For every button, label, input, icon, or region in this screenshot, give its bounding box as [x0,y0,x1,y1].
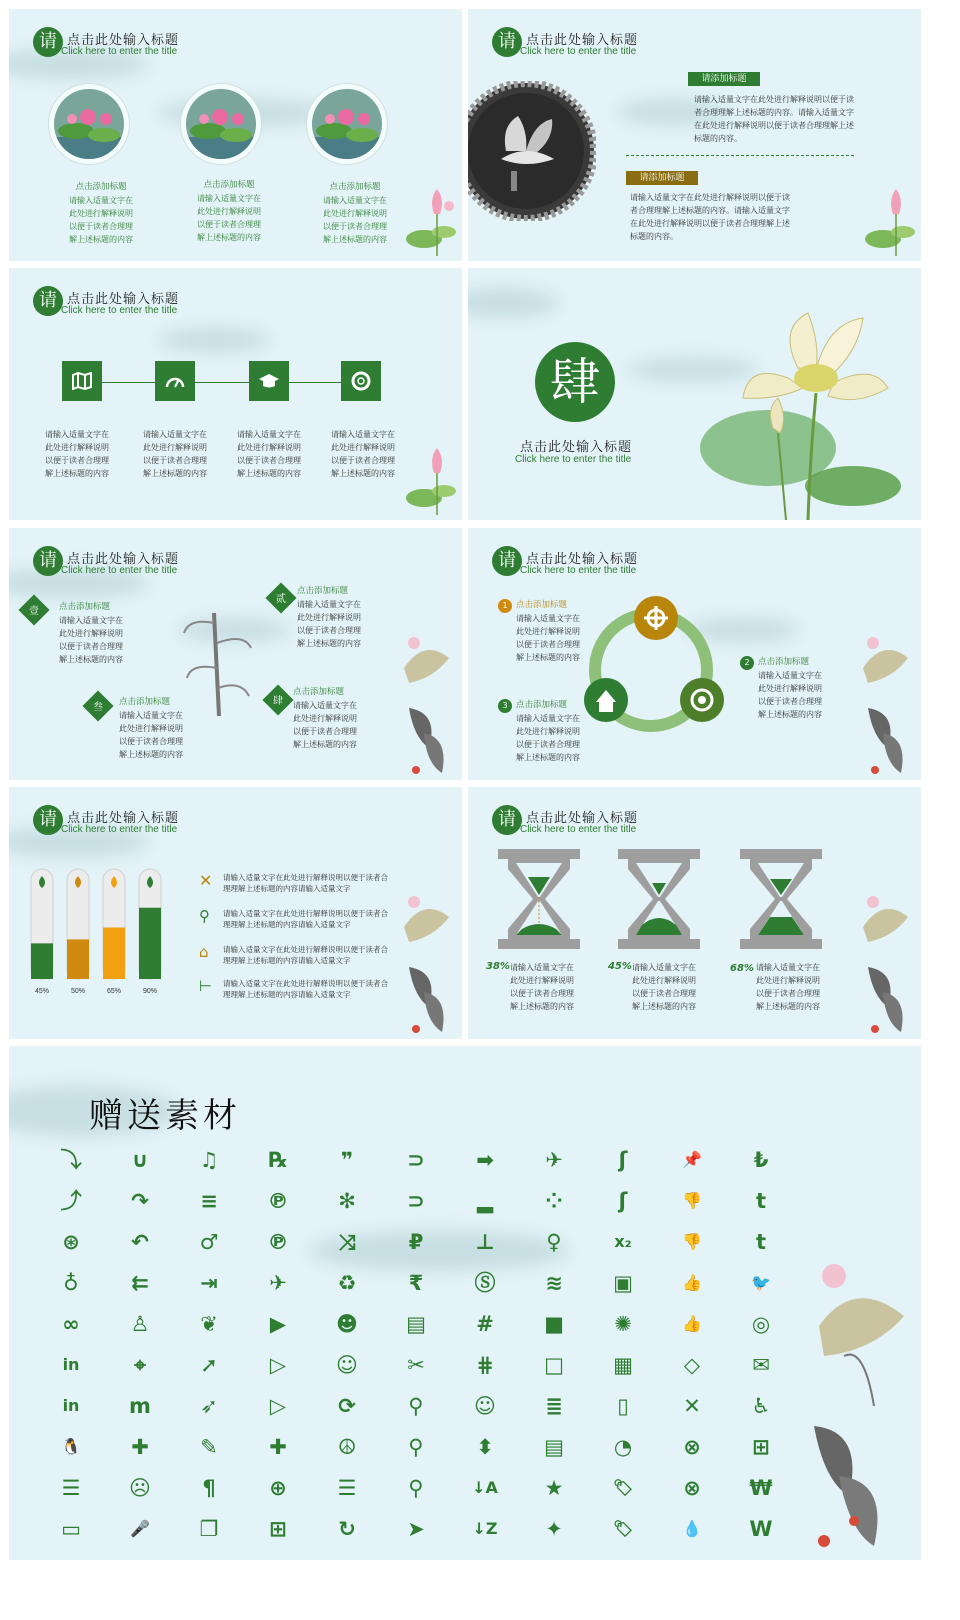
gift-icon[interactable]: ℞ [268,1147,288,1172]
gift-icon[interactable]: Ⓢ [474,1270,496,1295]
diamond-label: 叁 [93,702,103,713]
gift-icon[interactable]: ✈ [269,1270,287,1295]
gift-icon[interactable]: in [62,1396,80,1415]
gift-icon[interactable]: ⊃ [407,1188,425,1213]
point-text[interactable]: 点击添加标题 请输入适量文字在 此处进行解释说明 以便于读者合理理 解上述标题的内容 [119,697,183,759]
gift-icon[interactable]: ⊃ [407,1147,425,1172]
slide-3-process [9,268,462,520]
gift-icon[interactable]: ✂ [407,1352,425,1377]
gift-icon[interactable]: 👎 [682,1191,702,1210]
gift-icon[interactable]: ⊞ [269,1516,287,1541]
hourglass [498,849,580,949]
qing-badge: 请 [33,286,63,316]
slide-title[interactable]: 点击此处输入标题 [526,552,639,567]
gift-icon[interactable]: ⌖ [134,1352,146,1377]
ink-koi-lotus [394,628,459,778]
text-block[interactable]: 点击添加标题 请输入适量文字在 此处进行解释说明 以便于读者合理理 解上述标题的内容 [69,182,133,244]
point-text[interactable]: 点击添加标题 请输入适量文字在 此处进行解释说明 以便于读者合理理 解上述标题的内容 [59,602,123,664]
text-block[interactable]: 点击添加标题 请输入适量文字在 此处进行解释说明 以便于读者合理理 解上述标题的内容 [323,182,387,244]
gift-icon[interactable]: ⊛ [62,1229,80,1254]
slide-title[interactable]: 点击此处输入标题 [67,292,180,307]
gift-icon[interactable]: 📌 [682,1150,702,1169]
gift-icon[interactable]: ✕ [683,1393,701,1418]
section-subtitle[interactable]: Click here to enter the title [515,454,632,465]
percent-label: 38% [486,961,510,972]
number-badge: 2 [740,656,754,670]
gift-icon[interactable]: ☰ [61,1475,81,1500]
gift-icon[interactable]: ↓Z [472,1519,498,1538]
heading-tag[interactable]: 请添加标题 [688,72,760,86]
slide-subtitle[interactable]: Click here to enter the title [520,46,637,57]
diamond-label: 贰 [276,594,286,605]
gift-icon[interactable]: ₽ [408,1229,424,1254]
gift-icon[interactable]: 💧 [682,1519,702,1538]
gift-icon[interactable]: ⇥ [200,1270,218,1295]
slide-subtitle[interactable]: Click here to enter the title [61,46,178,57]
gift-icon[interactable]: ▤ [544,1434,564,1459]
qing-badge: 请 [492,805,522,835]
ink-koi-lotus [394,887,459,1037]
gift-icon[interactable]: ₺ [753,1147,769,1172]
connector-line [99,382,369,383]
gift-icon[interactable]: ℗ [267,1229,289,1254]
bar-1 [31,943,53,979]
faucet-icon: ⊢ [199,977,213,995]
gift-icon[interactable]: ◔ [613,1434,633,1459]
gift-icon[interactable]: 🏷 [612,1519,634,1538]
gift-icon[interactable]: ⚲ [408,1475,424,1500]
qing-badge: 请 [492,546,522,576]
gift-icon[interactable]: ➡ [476,1147,494,1172]
gift-icon[interactable]: ↻ [338,1516,356,1541]
gift-icon[interactable]: # [476,1311,494,1336]
gift-icon[interactable]: x₂ [614,1232,632,1251]
gift-icon[interactable]: ⟳ [338,1393,356,1418]
ink-koi-lotus [853,887,918,1037]
gift-icon[interactable]: ⊗ [683,1475,701,1500]
gift-icon[interactable]: ✉ [752,1352,770,1377]
heading-tag[interactable]: 请添加标题 [626,171,698,185]
qing-badge: 请 [33,27,63,57]
gift-icon[interactable]: ✚ [269,1434,287,1459]
gift-icon[interactable]: ➶ [200,1393,218,1418]
item-text[interactable]: 请输入适量文字在 此处进行解释说明 以便于读者合理理 解上述标题的内容 [756,963,820,1011]
point-text[interactable]: 点击添加标题 请输入适量文字在 此处进行解释说明 以便于读者合理理 解上述标题的内容 [516,700,580,762]
lotus-photo [307,84,387,164]
gift-icon[interactable]: ☻ [336,1311,358,1336]
gift-icon[interactable]: ▂ [476,1188,494,1213]
point-text[interactable]: 点击添加标题 请输入适量文字在 此处进行解释说明 以便于读者合理理 解上述标题的内容 [516,600,580,662]
gift-icon[interactable]: 🏷 [612,1478,634,1497]
slide-7-bar-tubes [9,787,462,1039]
gift-icon[interactable]: in [62,1355,80,1374]
qing-badge: 请 [492,27,522,57]
gift-icon[interactable]: m [129,1393,151,1418]
step-text[interactable]: 请输入适量文字在 此处进行解释说明 以便于读者合理理 解上述标题的内容 [237,430,301,478]
lotus-decoration [404,184,459,259]
gift-icon[interactable]: ↶ [131,1229,149,1254]
item-text[interactable]: 请输入适量文字在 此处进行解释说明 以便于读者合理理 解上述标题的内容 [632,963,696,1011]
ink-lotus-circle [468,81,596,221]
gift-title[interactable]: 赠送素材 [89,1096,241,1136]
lotus-photo [181,84,261,164]
ink-plant-illustration [179,608,259,718]
gift-icon[interactable]: ⇇ [131,1270,149,1295]
slide-5-four-points [9,528,462,780]
gift-icon[interactable]: ▷ [269,1352,287,1377]
slide-subtitle[interactable]: Click here to enter the title [61,824,178,835]
qing-badge: 请 [33,546,63,576]
hourglass [618,849,700,949]
gift-icon[interactable]: ◇ [683,1352,701,1377]
ink-koi-lotus [794,1256,914,1556]
slide-title[interactable]: 点击此处输入标题 [67,552,180,567]
bar-label: 90% [142,988,158,995]
gift-icon[interactable]: ʃ [618,1147,628,1172]
lotus-decoration [863,184,918,259]
slide-4-section-divider [468,268,921,520]
gift-icon[interactable]: ✚ [131,1434,149,1459]
ink-koi-lotus [853,628,918,778]
gift-icon[interactable]: ≣ [545,1393,563,1418]
gift-icon[interactable]: ♙ [130,1311,150,1336]
gift-icon[interactable]: 🎤 [130,1519,150,1538]
gift-icon[interactable]: ⚲ [408,1393,424,1418]
slide-subtitle[interactable]: Click here to enter the title [61,305,178,316]
gift-icon[interactable]: ✻ [338,1188,356,1213]
gift-icon[interactable]: ʃ [618,1188,628,1213]
text-block[interactable]: 点击添加标题 请输入适量文字在 此处进行解释说明 以便于读者合理理 解上述标题的内容 [197,180,261,242]
gift-icon[interactable]: ≡ [200,1188,218,1213]
gift-icon[interactable]: ☮ [337,1434,357,1459]
gift-icon[interactable]: ☰ [337,1475,357,1500]
bar-label: 50% [70,988,86,995]
gift-icon[interactable]: ✎ [200,1434,218,1459]
gift-icon[interactable]: ⤨ [338,1229,356,1254]
bank-icon: ⌂ [199,943,209,961]
bar-2 [67,939,89,979]
gift-icon[interactable]: 🐧 [61,1437,81,1456]
slide-subtitle[interactable]: Click here to enter the title [520,565,637,576]
slide-6-cycle [468,528,921,780]
gift-icon[interactable]: ⋕ [476,1352,494,1377]
body-text[interactable]: 请输入适量文字在此处进行解释说明以便于读 者合理理解上述标题的内容。请输入适量文字 在此处进行解释说明以便于读者合理理解上述 标题的内容。 [694,95,854,143]
gift-icon[interactable]: ⤴ [60,1188,82,1213]
gift-icon[interactable]: 🐦 [751,1273,771,1292]
gift-icon[interactable]: ✺ [614,1311,632,1336]
gift-icon[interactable]: ↷ [131,1188,149,1213]
gift-icon[interactable]: ➚ [200,1352,218,1377]
gift-icon[interactable]: ♀ [546,1229,562,1254]
gauge-icon[interactable] [155,361,195,401]
point-text[interactable]: 点击添加标题 请输入适量文字在 此处进行解释说明 以便于读者合理理 解上述标题的内容 [297,586,361,648]
gift-icon[interactable]: ☺ [474,1393,496,1418]
gift-icon[interactable]: ❐ [199,1516,219,1541]
number-badge: 1 [498,599,512,613]
lotus-decoration [404,443,459,518]
gift-icon[interactable]: ⊕ [269,1475,287,1500]
gift-icon[interactable]: ∪ [131,1147,149,1172]
slide-subtitle[interactable]: Click here to enter the title [61,565,178,576]
gift-icon[interactable]: ∞ [62,1311,80,1336]
dashed-divider [626,155,854,156]
item-text[interactable]: 请输入适量文字在此处进行解释说明以便于读者合 理理解上述标题的内容请输入适量文字 [223,979,388,999]
gift-icon[interactable]: ✈ [545,1147,563,1172]
gift-icon[interactable]: ⊥ [475,1229,495,1254]
cycle-diagram [576,590,726,740]
gift-icon[interactable]: ▶ [269,1311,287,1336]
gift-icon[interactable]: ↓A [472,1478,498,1497]
gift-icon[interactable]: ⚲ [408,1434,424,1459]
gift-icon[interactable]: t [755,1188,767,1213]
number-badge: 3 [498,699,512,713]
bar-4 [139,908,161,979]
item-text[interactable]: 请输入适量文字在此处进行解释说明以便于读者合 理理解上述标题的内容请输入适量文字 [223,909,388,929]
search-icon: ⚲ [199,907,210,925]
diamond-label: 肆 [273,696,283,707]
body-text[interactable]: 请输入适量文字在此处进行解释说明以便于读 者合理理解上述标题的内容。请输入适量文字 在此处进行解释说明以便于读者合理理解上述 标题的内容。 [630,193,790,241]
slide-subtitle[interactable]: Click here to enter the title [520,824,637,835]
map-icon[interactable] [62,361,102,401]
percent-label: 45% [608,961,632,972]
slide-title[interactable]: 点击此处输入标题 [526,811,639,826]
gift-icon[interactable]: ✦ [545,1516,563,1541]
gift-icon[interactable]: ♂ [199,1229,219,1254]
gift-icon[interactable]: W [749,1516,773,1541]
section-number-circle: 肆 [535,342,615,422]
gift-icon[interactable]: ☺ [336,1352,358,1377]
gift-icon[interactable]: ⊞ [752,1434,770,1459]
gift-icon[interactable]: ▯ [617,1393,629,1418]
gift-icon[interactable]: ⤵ [60,1147,82,1172]
slide-9-bonus-icons [9,1046,921,1560]
step-text[interactable]: 请输入适量文字在 此处进行解释说明 以便于读者合理理 解上述标题的内容 [45,430,109,478]
hourglass [740,849,822,949]
gift-icon[interactable]: ♻ [337,1270,357,1295]
gift-icon[interactable]: ▣ [613,1270,633,1295]
gift-icon[interactable]: ▦ [613,1352,633,1377]
gift-icon[interactable]: ■ [544,1311,564,1336]
gift-icon[interactable]: ⬍ [476,1434,494,1459]
step-text[interactable]: 请输入适量文字在 此处进行解释说明 以便于读者合理理 解上述标题的内容 [331,430,395,478]
bar-3 [103,928,125,979]
gift-icon[interactable]: ℗ [267,1188,289,1213]
slide-title[interactable]: 点击此处输入标题 [526,33,639,48]
point-text[interactable]: 点击添加标题 请输入适量文字在 此处进行解释说明 以便于读者合理理 解上述标题的内容 [293,687,357,749]
gift-icon[interactable]: ♁ [63,1270,79,1295]
lotus-flower-illustration [698,308,918,520]
tools-icon: ✕ [199,871,213,890]
gift-icon[interactable]: ▷ [269,1393,287,1418]
slide-1-three-circles [9,9,462,261]
gift-icon[interactable]: ♿ [751,1393,771,1418]
gift-icon[interactable]: ≋ [545,1270,563,1295]
gift-icon[interactable]: ★ [544,1475,564,1500]
gift-icon[interactable]: t [755,1229,767,1254]
gift-icon[interactable]: ◎ [751,1311,771,1336]
bar-label: 45% [34,988,50,995]
gift-icon[interactable]: ▤ [406,1311,426,1336]
qing-badge: 请 [33,805,63,835]
item-text[interactable]: 请输入适量文字在 此处进行解释说明 以便于读者合理理 解上述标题的内容 [510,963,574,1011]
gift-icon[interactable]: ⁘ [545,1188,563,1213]
gift-icon[interactable]: ♫ [199,1147,219,1172]
gift-icon[interactable]: □ [544,1352,564,1377]
gift-icon[interactable]: ❦ [200,1311,218,1336]
slide-title[interactable]: 点击此处输入标题 [67,33,180,48]
lotus-photo [49,84,129,164]
gift-icon[interactable]: ₹ [408,1270,424,1295]
slide-8-hourglasses [468,787,921,1039]
gift-icon[interactable]: 👎 [682,1232,702,1251]
graduation-cap-icon[interactable] [249,361,289,401]
gift-icon[interactable]: ➤ [407,1516,425,1541]
gift-icon[interactable]: ❞ [340,1147,354,1172]
point-text[interactable]: 点击添加标题 请输入适量文字在 此处进行解释说明 以便于读者合理理 解上述标题的内容 [758,657,822,719]
gift-icon[interactable]: 👍 [682,1314,702,1333]
item-text[interactable]: 请输入适量文字在此处进行解释说明以便于读者合 理理解上述标题的内容请输入适量文字 [223,873,388,893]
step-text[interactable]: 请输入适量文字在 此处进行解释说明 以便于读者合理理 解上述标题的内容 [143,430,207,478]
gift-icon[interactable]: ⊗ [683,1434,701,1459]
tube-chart [25,865,185,1000]
gift-icon[interactable]: ¶ [202,1475,216,1500]
bar-label: 65% [106,988,122,995]
percent-label: 68% [730,963,754,974]
gift-icon[interactable]: 👍 [682,1273,702,1292]
section-title[interactable]: 点击此处输入标题 [520,440,633,455]
slide-title[interactable]: 点击此处输入标题 [67,811,180,826]
gift-icon[interactable]: ☹ [129,1475,151,1500]
item-text[interactable]: 请输入适量文字在此处进行解释说明以便于读者合 理理解上述标题的内容请输入适量文字 [223,945,388,965]
gift-icon[interactable]: ₩ [749,1475,773,1500]
diamond-label: 壹 [29,606,39,617]
gift-icon[interactable]: ▭ [61,1516,81,1541]
life-ring-icon[interactable] [341,361,381,401]
slide-2-ink-circle [468,9,921,261]
